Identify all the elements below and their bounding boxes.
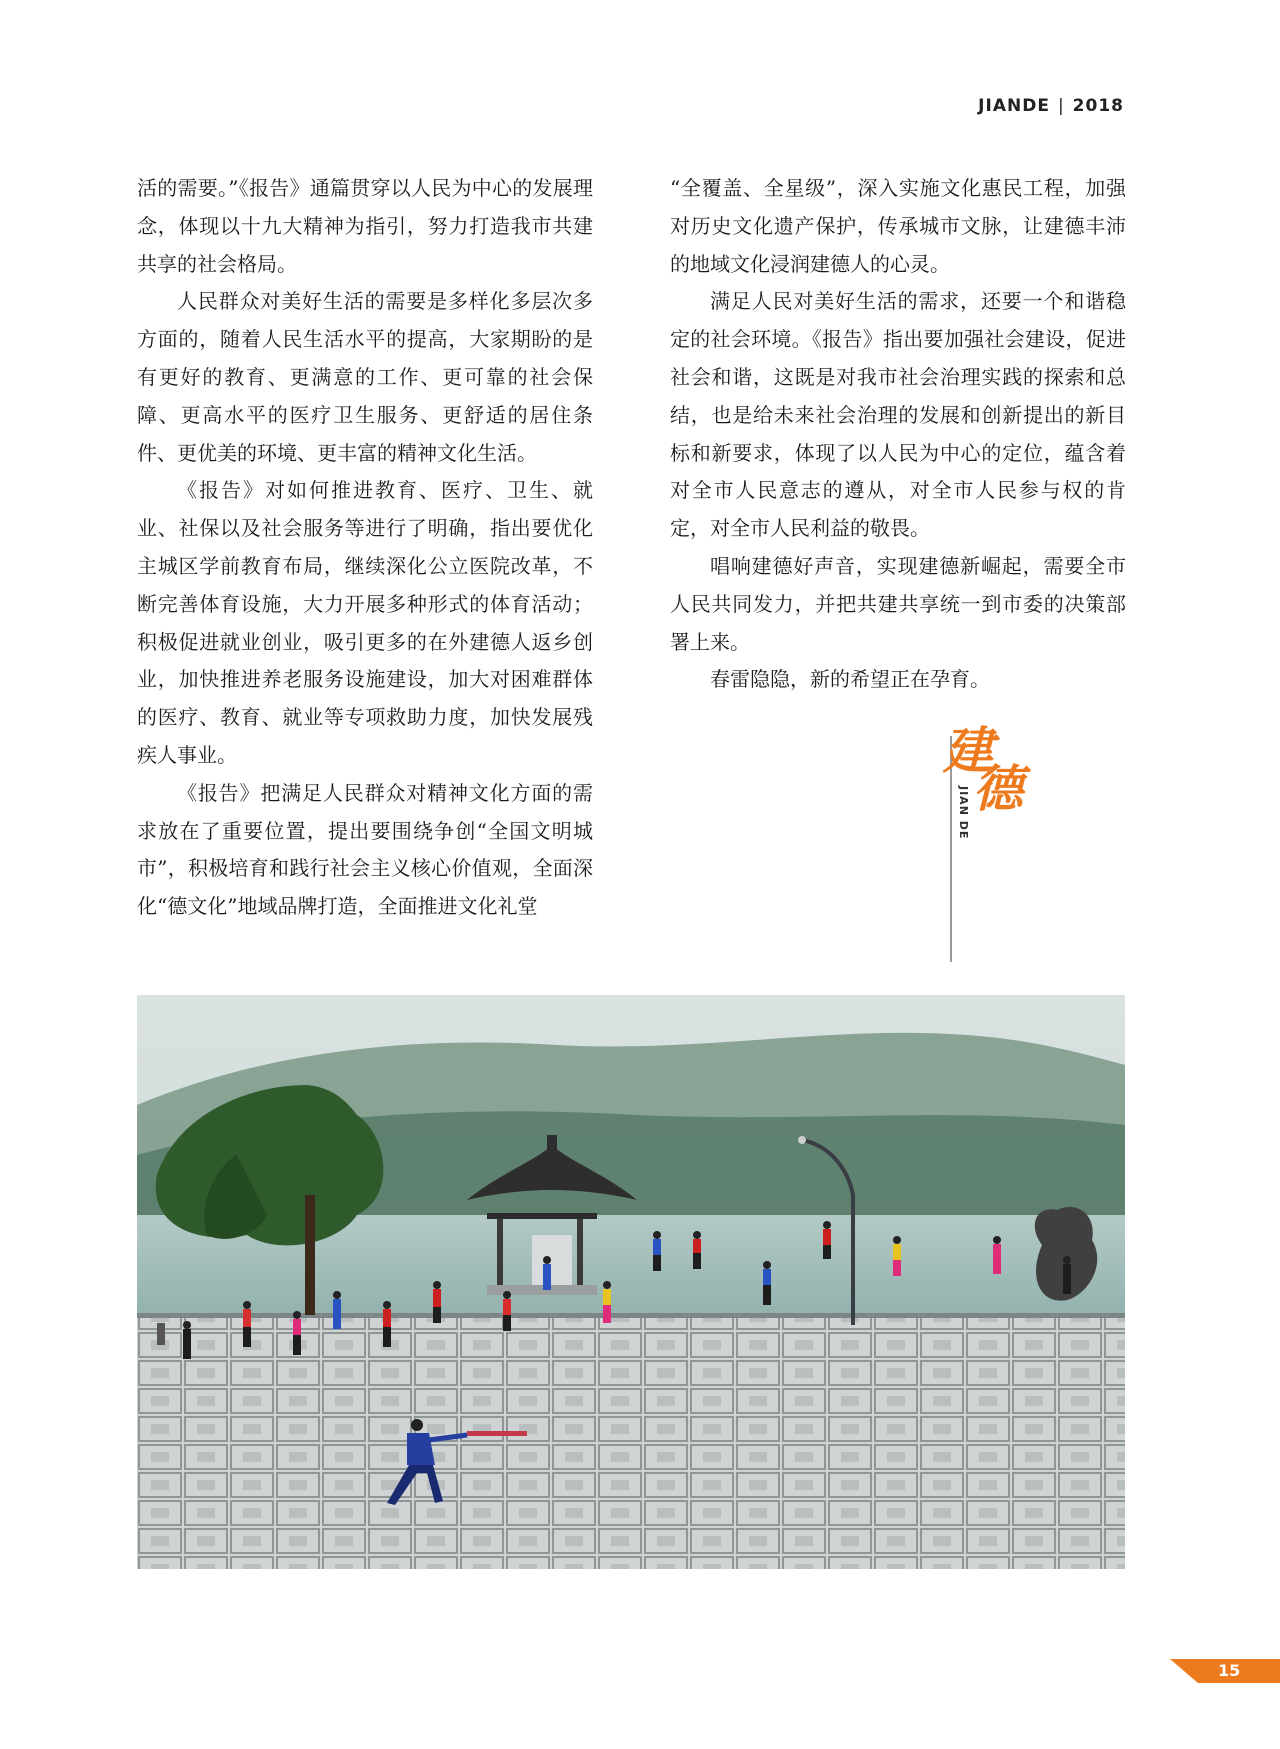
header-separator: |: [1057, 96, 1065, 116]
logo-char-jian: 建: [943, 721, 993, 780]
logo-char-de: 德: [973, 759, 1023, 818]
paragraph: 《报告》把满足人民群众对精神文化方面的需求放在了重要位置，提出要围绕争创“全国文明城市”，积极培育和践行社会主义核心价值观，全面深化“德文化”地域品牌打造，全面推进文化礼堂: [137, 780, 593, 919]
magazine-name: JIANDE: [978, 96, 1050, 116]
tai-chi-riverside-photo: [137, 995, 1125, 1569]
right-text-column: [670, 170, 1126, 699]
paragraph: 《报告》对如何推进教育、医疗、卫生、就业、社保以及社会服务等进行了明确，指出要优化主城区学前教育布局，继续深化公立医院改革，不断完善体育设施，大力开展多种形式的体育活动；积极促进就业创业，吸引更多的在外建德人返乡创业，加快推进养老服务设施建设，加大对困难群体的医疗、教育、就业等专项救助力度，加快发展残疾人事业。: [137, 478, 593, 767]
running-header: [978, 96, 1124, 116]
photo-illustration: [137, 995, 1125, 1569]
page-number: 15: [1218, 1661, 1241, 1680]
page-number-tab: [1170, 1659, 1280, 1683]
jiande-logo: [935, 721, 1025, 966]
paragraph: 唱响建德好声音，实现建德新崛起，需要全市人民共同发力，并把共建共享统一到市委的决策部署上来。: [670, 553, 1126, 654]
left-text-column: [137, 170, 593, 926]
logo-english: JIAN DE: [957, 786, 970, 840]
paragraph: 活的需要。”《报告》通篇贯穿以人民为中心的发展理念，体现以十九大精神为指引，努力打造我市共建共享的社会格局。: [137, 176, 593, 276]
paragraph: 人民群众对美好生活的需要是多样化多层次多方面的，随着人民生活水平的提高，大家期盼的是有更好的教育、更满意的工作、更可靠的社会保障、更高水平的医疗卫生服务、更舒适的居住条件、更优美的环境、更丰富的精神文化生活。: [137, 289, 593, 465]
header-year: 2018: [1072, 96, 1124, 116]
paragraph: 满足人民对美好生活的需求，还要一个和谐稳定的社会环境。《报告》指出要加强社会建设，促进社会和谐，这既是对我市社会治理实践的探索和总结，也是给未来社会治理的发展和创新提出的新目标和新要求，体现了以人民为中心的定位，蕴含着对全市人民意志的遵从，对全市人民参与权的肯定，对全市人民利益的敬畏。: [670, 289, 1126, 541]
paragraph: 春雷隐隐，新的希望正在孕育。: [710, 667, 990, 692]
paragraph: “全覆盖、全星级”，深入实施文化惠民工程，加强对历史文化遗产保护，传承城市文脉，让建德丰沛的地域文化浸润建德人的心灵。: [670, 176, 1126, 276]
